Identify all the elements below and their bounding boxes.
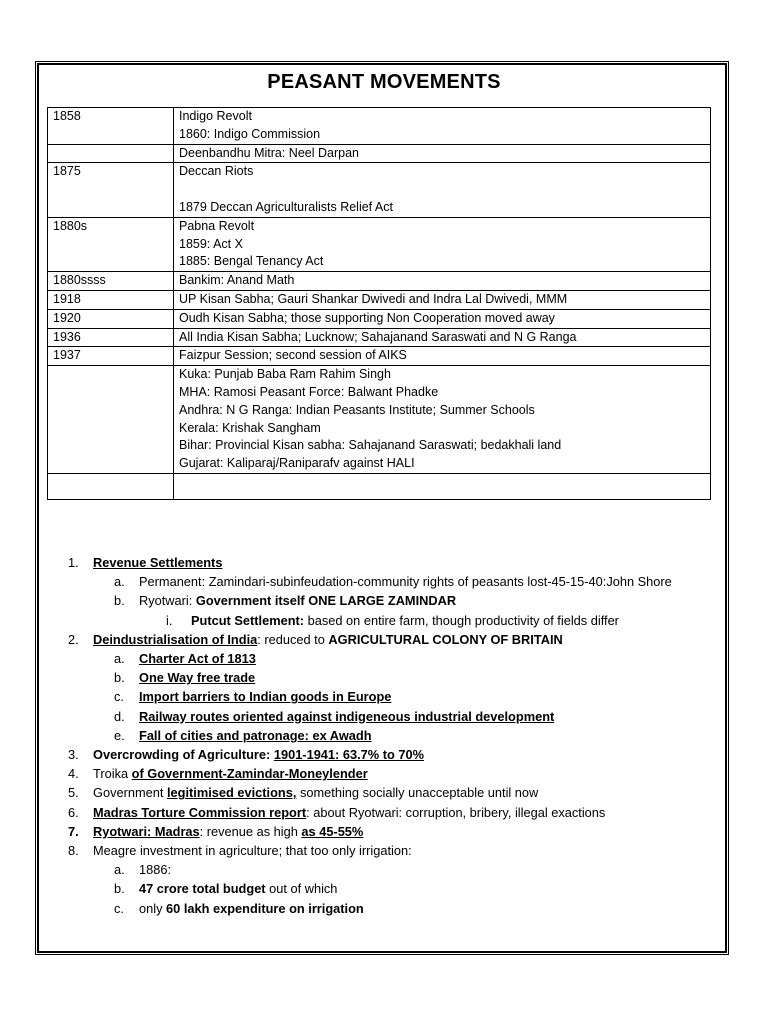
table-row <box>48 272 711 291</box>
event-line: Bankim: Anand Math <box>179 273 295 288</box>
list-item: 4. Troika of Government-Zamindar-Moneylender <box>68 766 368 782</box>
list-item: e. Fall of cities and patronage: ex Awadh <box>114 727 372 743</box>
list-item: 5. Government legitimised evictions, something socially unacceptable until now <box>68 785 539 801</box>
list-item: 2. Deindustrialisation of India: reduced to AGRICULTURAL COLONY OF BRITAIN <box>68 631 563 647</box>
year-cell: 1918 <box>48 290 174 309</box>
event-line: Gujarat: Kaliparaj/Raniparafv against HALI <box>179 456 415 471</box>
list-item: a. 1886: <box>114 862 172 878</box>
event-line: Bihar: Provincial Kisan sabha: Sahajanand Saraswati; bedakhali land <box>179 438 562 453</box>
table-row <box>48 108 711 145</box>
event-cell <box>174 144 711 163</box>
timeline-table <box>47 107 711 500</box>
event-line: Deccan Riots <box>179 164 254 179</box>
table-row <box>48 473 711 499</box>
list-item: b. Ryotwari: Government itself ONE LARGE ZAMINDAR <box>114 593 457 609</box>
event-cell <box>174 163 711 217</box>
year-cell <box>48 366 174 474</box>
table-row <box>48 163 711 217</box>
list-item: 8. Meagre investment in agriculture; that too only irrigation: <box>68 843 412 859</box>
list-item: d. Railway routes oriented against indigeneous industrial development <box>114 708 555 724</box>
table-row <box>48 144 711 163</box>
year-cell: 1880ssss <box>48 272 174 291</box>
year-cell: 1858 <box>48 108 174 145</box>
table-row <box>48 217 711 271</box>
list-item: b. 47 crore total budget out of which <box>114 881 338 897</box>
table-row <box>48 328 711 347</box>
event-cell <box>174 473 711 499</box>
event-cell <box>174 328 711 347</box>
table-row <box>48 347 711 366</box>
event-cell <box>174 217 711 271</box>
event-line: Pabna Revolt <box>179 218 255 233</box>
event-line: Oudh Kisan Sabha; those supporting Non Cooperation moved away <box>179 310 555 325</box>
list-item: a. Permanent: Zamindari-subinfeudation-community rights of peasants lost-45-15-40:John Shore <box>114 574 672 590</box>
list-item: b. One Way free trade <box>114 670 256 686</box>
year-cell: 1937 <box>48 347 174 366</box>
notes-list <box>68 553 728 918</box>
event-cell <box>174 290 711 309</box>
event-line: 1879 Deccan Agriculturalists Relief Act <box>179 199 393 214</box>
event-line: Faizpur Session; second session of AIKS <box>179 348 407 363</box>
event-line: Deenbandhu Mitra: Neel Darpan <box>179 145 359 160</box>
year-cell <box>48 473 174 499</box>
year-cell: 1875 <box>48 163 174 217</box>
event-cell <box>174 366 711 474</box>
event-line: MHA: Ramosi Peasant Force: Balwant Phadke <box>179 384 439 399</box>
list-item: c. Import barriers to Indian goods in Europe <box>114 689 392 705</box>
list-item: 1. Revenue Settlements <box>68 555 223 570</box>
table-row <box>48 366 711 474</box>
list-item: i. Putcut Settlement: based on entire farm, though productivity of fields differ <box>166 612 619 628</box>
event-line: Indigo Revolt <box>179 109 252 123</box>
revenue-settlements-heading: Revenue Settlements <box>93 555 223 570</box>
event-line: UP Kisan Sabha; Gauri Shankar Dwivedi and Indra Lal Dwivedi, MMM <box>179 291 568 306</box>
list-item: 6. Madras Torture Commission report: about Ryotwari: corruption, bribery, illegal exactions <box>68 804 606 820</box>
list-item: 7. Ryotwari: Madras: revenue as high as 45-55% <box>68 823 364 839</box>
event-line: 1860: Indigo Commission <box>179 126 321 141</box>
year-cell <box>48 144 174 163</box>
year-cell: 1880s <box>48 217 174 271</box>
year-cell: 1920 <box>48 309 174 328</box>
list-item: c. only 60 lakh expenditure on irrigation <box>114 900 364 916</box>
event-cell <box>174 309 711 328</box>
event-cell <box>174 347 711 366</box>
table-row <box>48 309 711 328</box>
event-line: All India Kisan Sabha; Lucknow; Sahajanand Saraswati and N G Ranga <box>179 329 577 344</box>
year-cell: 1936 <box>48 328 174 347</box>
table-row <box>48 290 711 309</box>
event-line: 1885: Bengal Tenancy Act <box>179 254 324 269</box>
event-line: Kerala: Krishak Sangham <box>179 420 321 435</box>
event-cell <box>174 108 711 145</box>
list-item: a. Charter Act of 1813 <box>114 651 256 667</box>
list-item: 3. Overcrowding of Agriculture: 1901-1941: 63.7% to 70% <box>68 747 424 763</box>
event-line: Andhra: N G Ranga: Indian Peasants Institute; Summer Schools <box>179 402 535 417</box>
event-line <box>179 181 705 199</box>
event-line <box>179 474 705 492</box>
event-line: Kuka: Punjab Baba Ram Rahim Singh <box>179 367 391 382</box>
event-line: 1859: Act X <box>179 236 243 251</box>
event-cell <box>174 272 711 291</box>
page-title: PEASANT MOVEMENTS <box>267 71 501 93</box>
